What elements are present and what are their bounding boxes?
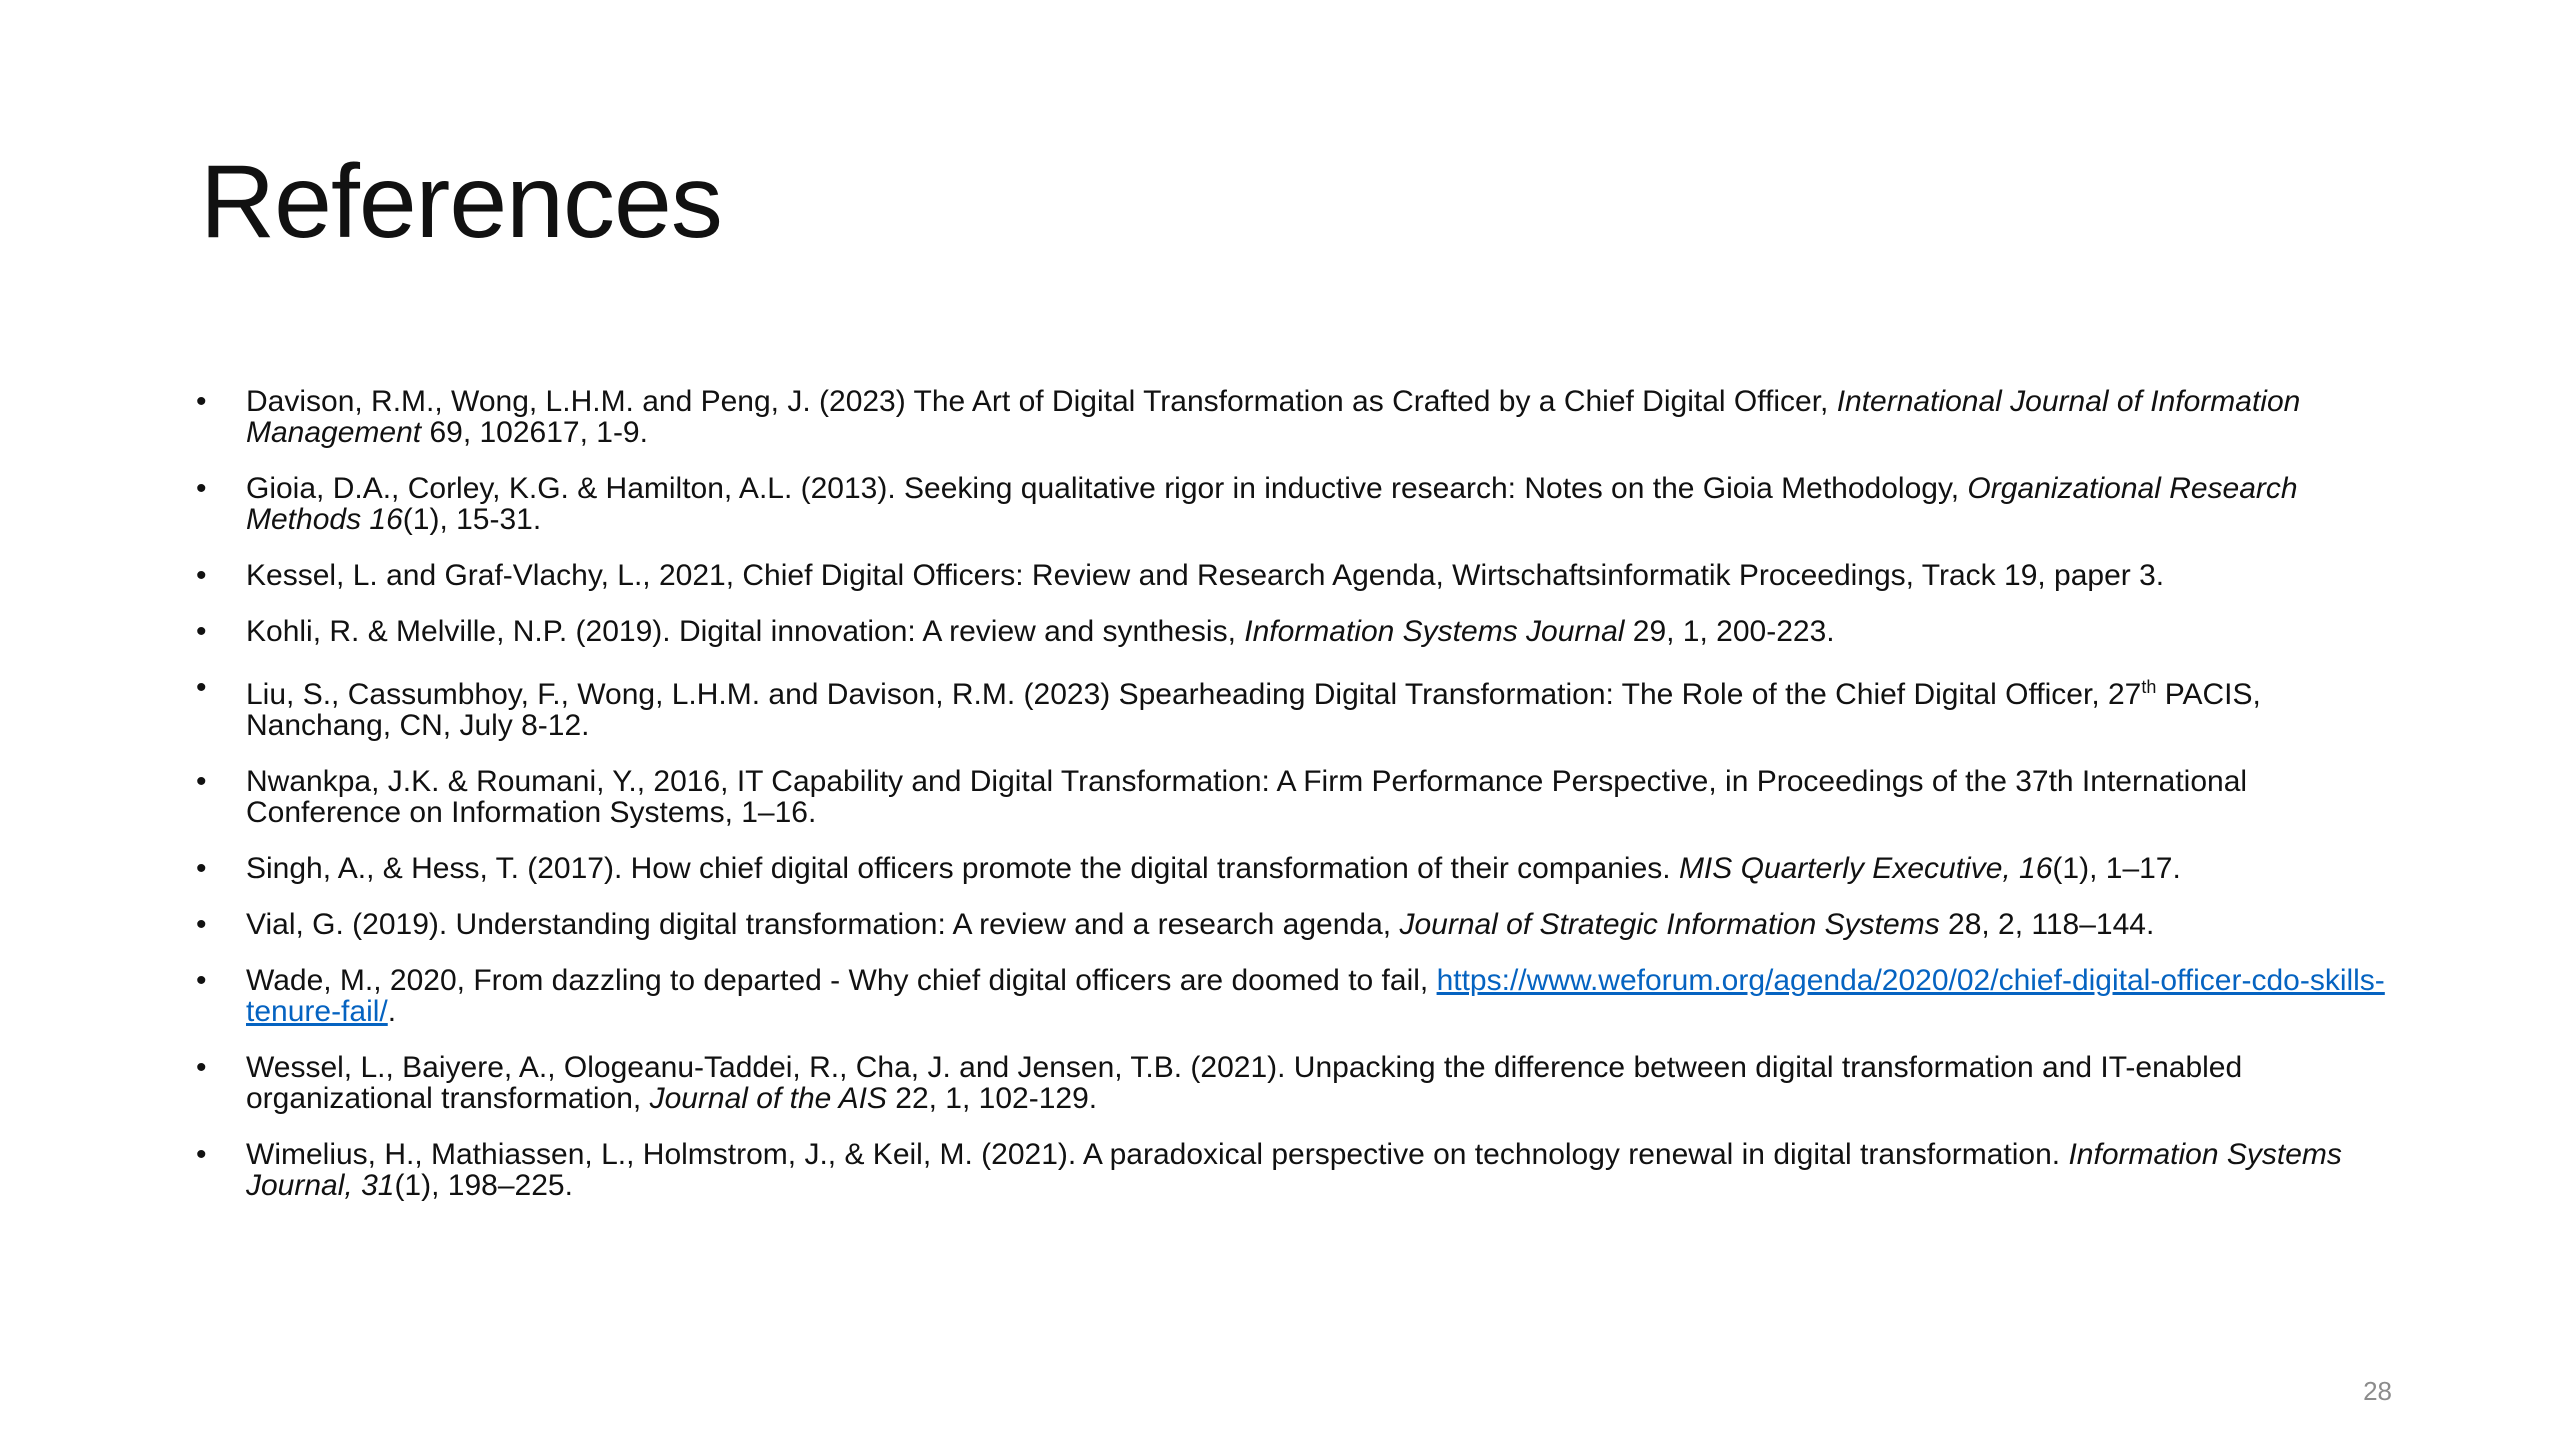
reference-item	[196, 965, 2396, 1027]
reference-text: (1), 1–17.	[2052, 852, 2181, 885]
reference-text: 29, 1, 200-223.	[1624, 615, 1835, 648]
reference-text: Singh, A., & Hess, T. (2017). How chief digital officers promote the digital transformation of their companies.	[246, 852, 1679, 885]
bullet-icon: •	[196, 1051, 207, 1084]
bullet-icon: •	[196, 559, 207, 592]
reference-link[interactable]: https://www.weforum.org/agenda/2020/02/chief-digital-officer-cdo-skills-tenure-fail/	[246, 964, 2385, 1028]
bullet-icon: •	[196, 1138, 207, 1171]
reference-text: (1), 198–225.	[394, 1169, 573, 1202]
reference-item	[196, 1139, 2396, 1201]
reference-text: Gioia, D.A., Corley, K.G. & Hamilton, A.L. (2013). Seeking qualitative rigor in inductive research: Notes on the Gioia Methodology,	[246, 472, 1968, 505]
reference-journal: Information Systems Journal, 31	[246, 1138, 2342, 1202]
reference-text: 69, 102617, 1-9.	[421, 416, 648, 449]
reference-journal: Journal of the AIS	[649, 1082, 887, 1115]
reference-journal: Information Systems Journal	[1244, 615, 1625, 648]
bullet-icon: •	[196, 765, 207, 798]
reference-item	[196, 473, 2396, 535]
reference-item	[196, 616, 2396, 647]
reference-text: Kessel, L. and Graf-Vlachy, L., 2021, Chief Digital Officers: Review and Research Agenda, Wirtschaftsinformatik Proceedings, Track 19, paper 3.	[246, 559, 2165, 592]
reference-text: Wessel, L., Baiyere, A., Ologeanu-Taddei, R., Cha, J. and Jensen, T.B. (2021). Unpacking the difference between digital transformation and IT-enabled organizational transformation,	[246, 1051, 2243, 1115]
reference-text: Wimelius, H., Mathiassen, L., Holmstrom, J., & Keil, M. (2021). A paradoxical perspective on technology renewal in digital transformation.	[246, 1138, 2069, 1171]
reference-item	[196, 560, 2396, 591]
bullet-icon: •	[196, 671, 207, 704]
bullet-icon: •	[196, 908, 207, 941]
reference-text: Wade, M., 2020, From dazzling to departed - Why chief digital officers are doomed to fail,	[246, 964, 1437, 997]
reference-item	[196, 853, 2396, 884]
bullet-icon: •	[196, 385, 207, 418]
reference-text: 22, 1, 102-129.	[886, 1082, 1098, 1115]
reference-item	[196, 386, 2396, 448]
reference-list	[196, 386, 2396, 1226]
reference-text: Nwankpa, J.K. & Roumani, Y., 2016, IT Capability and Digital Transformation: A Firm Performance Perspective, in Proceedings of the 37th International Conference on Information Systems, 1–16.	[246, 765, 2248, 829]
reference-text: Liu, S., Cassumbhoy, F., Wong, L.H.M. and Davison, R.M. (2023) Spearheading Digital Transformation: The Role of the Chief Digital Officer, 27	[246, 678, 2142, 711]
page-number: 28	[2363, 1376, 2392, 1406]
reference-text: PACIS, Nanchang, CN, July 8-12.	[246, 678, 2261, 742]
reference-item	[196, 1052, 2396, 1114]
reference-superscript: th	[2141, 677, 2157, 697]
reference-text: Davison, R.M., Wong, L.H.M. and Peng, J. (2023) The Art of Digital Transformation as Crafted by a Chief Digital Officer,	[246, 385, 1837, 418]
reference-journal: Journal of Strategic Information Systems	[1399, 908, 1940, 941]
reference-item	[196, 766, 2396, 828]
reference-item	[196, 672, 2396, 741]
reference-text: .	[387, 995, 397, 1028]
reference-journal: International Journal of Information Management	[246, 385, 2301, 449]
reference-journal: Organizational Research Methods 16	[246, 472, 2298, 536]
bullet-icon: •	[196, 964, 207, 997]
reference-text: Kohli, R. & Melville, N.P. (2019). Digital innovation: A review and synthesis,	[246, 615, 1245, 648]
bullet-icon: •	[196, 615, 207, 648]
reference-text: Vial, G. (2019). Understanding digital transformation: A review and a research agenda,	[246, 908, 1400, 941]
slide-title: References	[200, 144, 722, 260]
reference-journal: MIS Quarterly Executive, 16	[1678, 852, 2053, 885]
bullet-icon: •	[196, 852, 207, 885]
reference-text: 28, 2, 118–144.	[1939, 908, 2155, 941]
reference-text: (1), 15-31.	[402, 503, 542, 536]
reference-item	[196, 909, 2396, 940]
bullet-icon: •	[196, 472, 207, 505]
